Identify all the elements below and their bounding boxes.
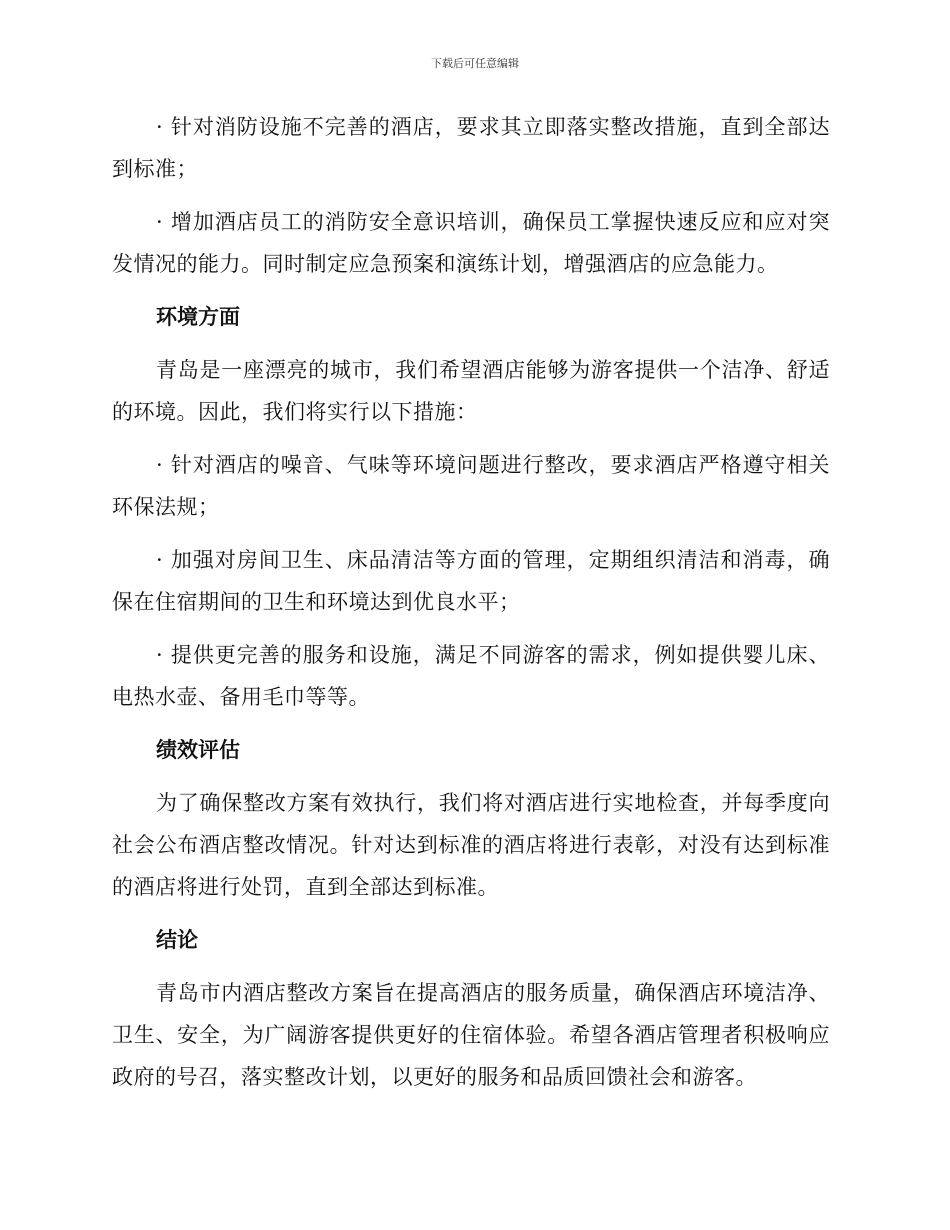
paragraph-environment-intro: 青岛是一座漂亮的城市，我们希望酒店能够为游客提供一个洁净、舒适的环境。因此，我们将实行以下措施：: [112, 358, 830, 424]
bullet-fire-facilities: · 针对消防设施不完善的酒店，要求其立即落实整改措施，直到全部达到标准；: [112, 115, 830, 181]
paragraph-performance: 为了确保整改方案有效执行，我们将对酒店进行实地检查，并每季度向社会公布酒店整改情况。针对达到标准的酒店将进行表彰，对没有达到标准的酒店将进行处罚，直到全部达到标准。: [112, 791, 830, 899]
bullet-hygiene: · 加强对房间卫生、床品清洁等方面的管理，定期组织清洁和消毒，确保在住宿期间的卫生和环境达到优良水平；: [112, 548, 830, 614]
section-heading-performance: 绩效评估: [156, 738, 240, 762]
paragraph-conclusion: 青岛市内酒店整改方案旨在提高酒店的服务质量，确保酒店环境洁净、卫生、安全，为广阔游客提供更好的住宿体验。希望各酒店管理者积极响应政府的号召，落实整改计划，以更好的服务和品质回馈社会和游客。: [112, 981, 830, 1089]
header-note: 下载后可任意编辑: [431, 57, 519, 70]
document-body: [112, 106, 830, 1109]
bullet-services: · 提供更完善的服务和设施，满足不同游客的需求，例如提供婴儿床、电热水壶、备用毛巾等等。: [112, 643, 830, 709]
bullet-noise-odor: · 针对酒店的噪音、气味等环境问题进行整改，要求酒店严格遵守相关环保法规；: [112, 453, 830, 519]
section-heading-environment: 环境方面: [156, 305, 240, 329]
section-heading-conclusion: 结论: [156, 928, 198, 952]
bullet-fire-training: · 增加酒店员工的消防安全意识培训，确保员工掌握快速反应和应对突发情况的能力。同时制定应急预案和演练计划，增强酒店的应急能力。: [112, 210, 830, 276]
